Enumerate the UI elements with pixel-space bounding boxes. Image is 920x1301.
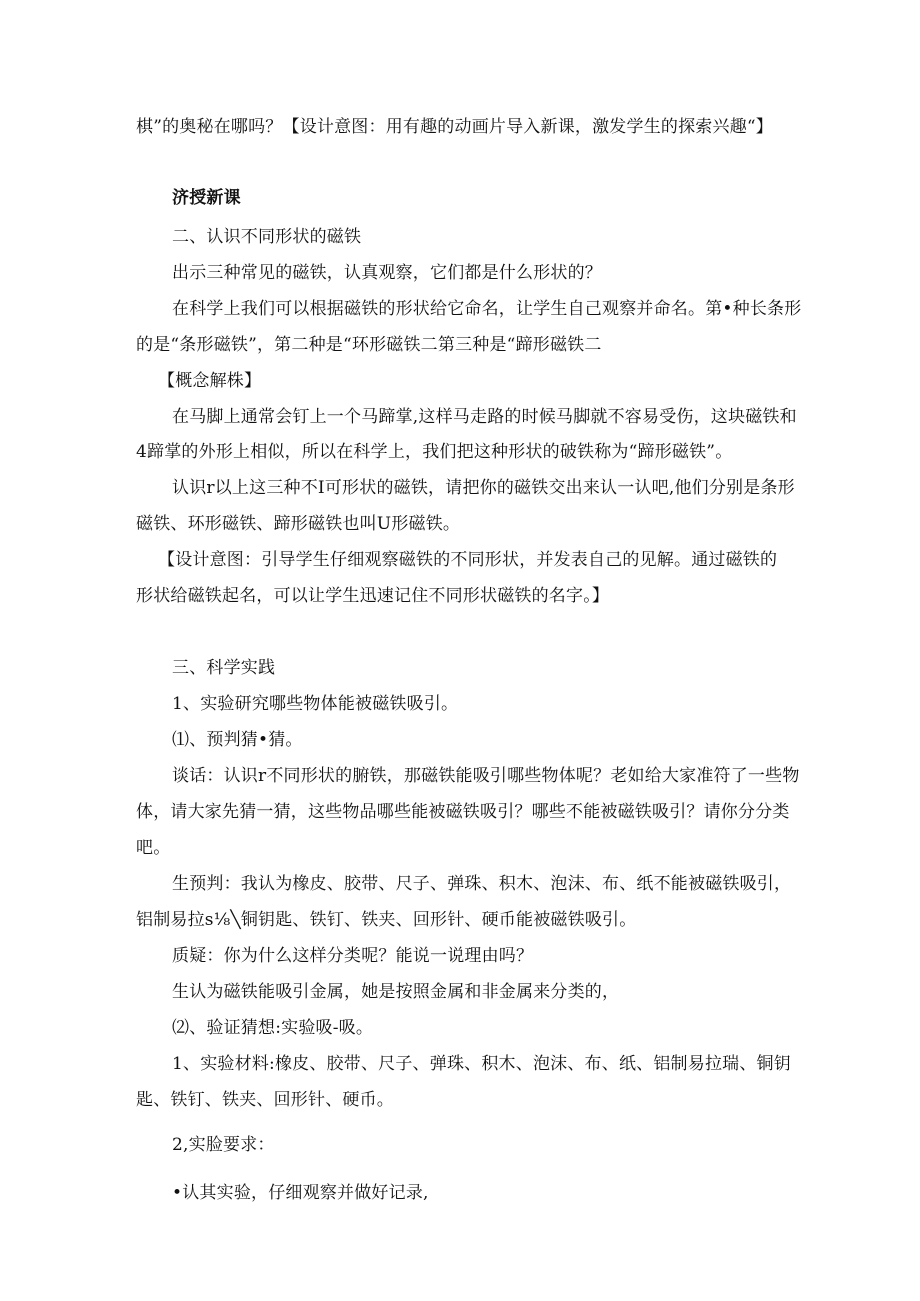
subsection-heading: ⑴、预判猜•猜。 [172, 730, 303, 750]
paragraph: 吧。 [136, 838, 171, 858]
section-heading-2: 二、认识不同形状的磁铁 [172, 227, 362, 247]
intro-continuation: 棋”的奥秘在哪吗？【设计意图：用有趣的动画片导入新课，激发学生的探索兴趣“】 [136, 117, 773, 137]
section-heading-3: 三、科学实践 [172, 658, 276, 678]
subsection-heading: ⑵、验证猜想:实验吸-吸。 [172, 1018, 374, 1038]
paragraph: 4蹄掌的外形上相似，所以在科学上，我们把这种形状的破铁称为“蹄形磁铁”。 [136, 442, 733, 462]
paragraph: 生预判：我认为橡皮、胶带、尺子、弹珠、积木、泡沫、布、纸不能被磁铁吸引， [172, 874, 792, 894]
design-intent-note: 形状给磁铁起名，可以让学生迅速记住不同形状磁铁的名字。】 [136, 586, 610, 606]
paragraph: 铝制易拉s⅛╲铜钥匙、铁钉、铁夹、回形针、硬币能被磁铁吸引。 [136, 910, 637, 930]
bullet-item: •认其实验，仔细观察并做好记录, [172, 1183, 429, 1203]
paragraph: 认识r以上这三种不I可形状的磁铁，请把你的磁铁交出来认一认吧,他们分别是条形 [172, 478, 795, 498]
paragraph: 谈话：认识r不同形状的腑铁，那磁铁能吸引哪些物体呢？老如给大家准符了一些物 [172, 766, 800, 786]
subsection-heading: 1、实验研究哪些物体能被磁铁吸引。 [172, 694, 459, 714]
design-intent-note: 【设计意图：引导学生仔细观察磁铁的不同形状，并发表自己的见解。通过磁铁的 [158, 550, 778, 570]
paragraph: 1、实验材料:橡皮、胶带、尺子、弹珠、积木、泡沫、布、纸、铝制易拉瑞、铜钥 [172, 1054, 791, 1074]
paragraph: 生认为磁铁能吸引金属，她是按照金属和非金属来分类的， [172, 982, 620, 1002]
paragraph: 质疑：你为什么这样分类呢？能说一说理由吗？ [172, 946, 534, 966]
paragraph: 的是“条形磁铁”，第二种是“环形磁铁二第三种是“蹄形磁铁二 [136, 335, 602, 355]
paragraph: 出示三种常见的磁铁，认真观察，它们都是什么形状的？ [172, 263, 602, 283]
paragraph: 在马脚上通常会钉上一个马蹄掌,这样马走路的时候马脚就不容易受伤，这块磁铁和 [172, 407, 797, 427]
paragraph: 磁铁、环形磁铁、蹄形磁铁也叫U形磁铁。 [136, 514, 461, 534]
paragraph: 匙、铁钉、铁夹、回形针、硬币。 [136, 1090, 394, 1110]
paragraph: 2,实脸要求： [172, 1135, 275, 1155]
concept-heading: 【概念解株】 [158, 371, 262, 391]
section-heading-new-lesson: 济授新课 [172, 188, 241, 208]
paragraph: 在科学上我们可以根据磁铁的形状给它命名，让学生自己观察并命名。第•种长条形 [172, 299, 802, 319]
paragraph: 体，请大家先猜一猜，这些物品哪些能被磁铁吸引？哪些不能被磁铁吸引？请你分分类 [136, 802, 790, 822]
